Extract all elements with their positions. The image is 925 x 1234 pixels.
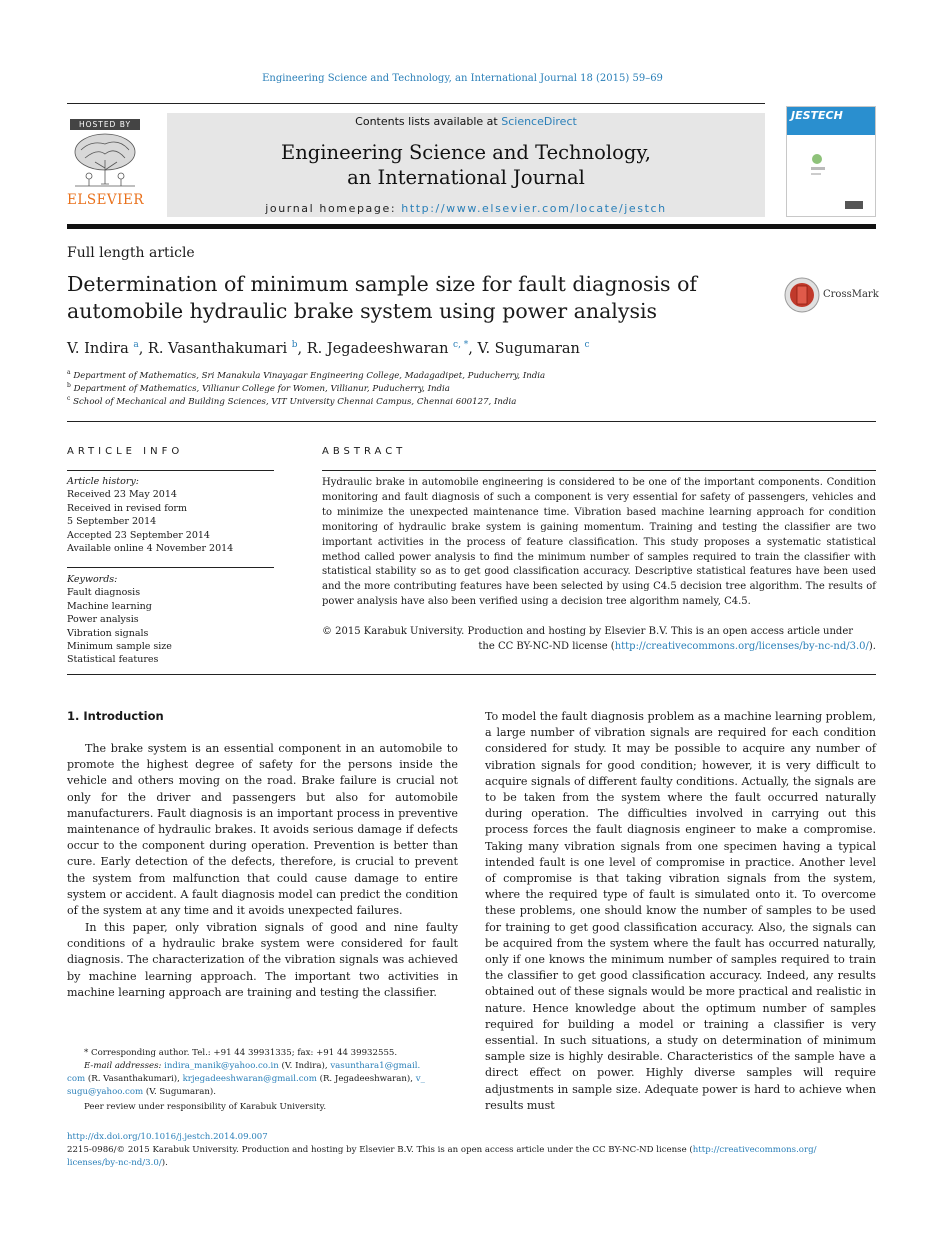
issn-license: 2215-0986/© 2015 Karabuk University. Production and hosting by Elsevier B.V. This is an open access article under the CC BY-NC-ND license (http://creativecommons.org/ licenses/by-nc-nd/3.0/).: [67, 1145, 817, 1169]
keyword: Minimum sample size: [67, 641, 172, 653]
history-item: 5 September 2014: [67, 516, 157, 528]
title-line1: Determination of minimum sample size for fault diagnosis of: [67, 272, 698, 296]
abstract-bottom-rule: [67, 674, 876, 675]
keyword: Power analysis: [67, 614, 139, 626]
keywords-rule: [67, 567, 274, 568]
journal-banner: [167, 113, 765, 217]
affiliation: $^c$ School of Mechanical and Building Sciences, VIT University Chennai Campus, Chennai 600127, India: [67, 395, 517, 407]
keyword: Vibration signals: [67, 627, 149, 639]
intro-paragraph-2: In this paper, only vibration signals of good and nine faulty conditions of a hydraulic brake system were considered for fault diagnosis. The characterization of the vibration signals was achieved by machine learning approach. The important two activities in machine learning approach are training and testing the classifier.: [67, 921, 458, 999]
author-name[interactable]: R. Vasanthakumari: [147, 340, 288, 357]
footnote-corresponding: * Corresponding author. Tel.: +91 44 39931335; fax: +91 44 39932555.: [84, 1048, 398, 1058]
crossmark-icon: [784, 277, 820, 313]
footnote-peer-review: Peer review under responsibility of Karabuk University.: [84, 1102, 327, 1112]
abstract-license: [322, 625, 876, 655]
history-item: Received 23 May 2014: [67, 489, 177, 501]
keywords: [67, 573, 172, 667]
journal-title: [167, 140, 765, 190]
intro-paragraph-right: To model the fault diagnosis problem as a machine learning problem, a large number of vibration signals are required for each condition considered for study. It may be possible to acquire any number of vibration signals for good condition; however, it is very difficult to acquire signals of different faulty conditions. Actually, the signals are to be taken from the system where the fault occurred naturally during operation. The difficulties involved in carrying out this process forces the fault diagnosis engineer to make a compromise. Taking many vibration signals from one specimen having a typical intended fault is one level of compromise in practice. Another level of compromise is that taking vibration signals from the system, where the required type of fault is simulated onto it. To overcome these problems, one should know the number of samples to be used for training to get good classification accuracy. Also, the signals can be acquired from the system where the fault has occurred naturally, only if one knows the minimum number of samples required to train the classifier to get good classification accuracy. Indeed, any results obtained out of these signals would be more practical and realistic in nature. Hence knowledge about the optimum number of samples required for building a model or training a classifier is very essential. In such situations, a study on determination of minimum sample size is highly desirable. Characteristics of the sample have a direct effect on power. Highly diverse samples will require adjustments in sample size. Adequate power is hard to achieve when results must: [485, 710, 876, 1112]
email-link[interactable]: sugu@yahoo.com: [67, 1087, 144, 1098]
email-link[interactable]: com: [67, 1074, 86, 1085]
journal-title-line1: Engineering Science and Technology,: [281, 141, 651, 164]
keywords-label: Keywords:: [67, 574, 118, 585]
abstract-text: Hydraulic brake in automobile engineering is considered to be one of the important components. Condition monitoring and fault diagnosis of such a component is very essential for safety of passengers, vehicles and to minimize the unexpected maintenance time. Vibration based machine learning approach for condition monitoring of hydraulic brake system is gaining momentum. Training and testing the classifier are two important activities in the process of feature classification. This study proposes a systematic statistical method called power analysis to find the minimum number of samples required to train the classifier with statistical stability so as to get good classification accuracy. Descriptive statistical features have been used and the more contributing features have been selected by using C4.5 decision tree algorithm. The results of power analysis have also been verified using a decision tree algorithm namely, C4.5.: [322, 477, 876, 608]
license-link[interactable]: licenses/by-nc-nd/3.0/: [67, 1158, 162, 1169]
sciencedirect-link[interactable]: ScienceDirect: [501, 115, 577, 128]
abstract-heading: ABSTRACT: [322, 446, 407, 457]
keyword: Statistical features: [67, 654, 159, 666]
journal-cover: [786, 106, 876, 217]
author-sup[interactable]: b: [291, 340, 298, 350]
section-heading-introduction: 1. Introduction: [67, 709, 164, 723]
contents-prefix: Contents lists available at: [355, 115, 498, 128]
homepage-link[interactable]: http://www.elsevier.com/locate/jestch: [401, 202, 667, 215]
keyword: Machine learning: [67, 600, 152, 612]
email-link[interactable]: v_: [415, 1074, 425, 1085]
intro-paragraph-1: The brake system is an essential component in an automobile to promote the highest degree of safety for the persons inside the vehicle and others moving on the road. Brake failure is crucial not only for the driver and passengers but also for automobile manufacturers. Fault diagnosis is an important process in preventive maintenance of hydraulic brakes. It avoids serious damage if defects occur to the component during operation. Prevention is better than cure. Early detection of the defects, therefore, is crucial to prevent the system from malfunction that could cause damage to entire system or accident. A fault diagnosis model can predict the condition of the system at any time and it avoids unexpected failures.: [67, 742, 458, 918]
homepage-prefix: journal homepage:: [265, 202, 397, 215]
hosted-by-label: HOSTED BY: [70, 119, 140, 130]
author-sup[interactable]: a: [133, 340, 139, 350]
cover-masthead: JESTECH: [787, 107, 875, 135]
banner-rule: [67, 224, 876, 229]
journal-homepage: [167, 202, 765, 215]
email-link[interactable]: krjegadeeshwaran@gmail.com: [182, 1074, 317, 1085]
article-title: [67, 271, 767, 325]
license-line2: the CC BY-NC-ND license (http://creativecommons.org/licenses/by-nc-nd/3.0/).: [478, 640, 876, 652]
cover-art: [787, 135, 875, 215]
article-info-heading: ARTICLE INFO: [67, 446, 184, 457]
license-line1: © 2015 Karabuk University. Production and hosting by Elsevier B.V. This is an open access article under: [322, 626, 854, 637]
journal-reference[interactable]: Engineering Science and Technology, an International Journal 18 (2015) 59–69: [262, 73, 663, 84]
affiliation: $^a$ Department of Mathematics, Sri Manakula Vinayagar Engineering College, Madagadipet, Puducherry, India: [67, 369, 546, 381]
title-line2: automobile hydraulic brake system using power analysis: [67, 299, 658, 323]
author-name[interactable]: R. Jegadeeshwaran: [306, 340, 449, 357]
license-link[interactable]: http://creativecommons.org/: [692, 1145, 817, 1155]
email-link[interactable]: vasunthara1@gmail.: [330, 1061, 421, 1071]
elsevier-logo: [67, 119, 143, 217]
author-sup[interactable]: c: [584, 340, 590, 350]
history-item: Accepted 23 September 2014: [67, 529, 210, 541]
elsevier-wordmark: ELSEVIER: [67, 192, 145, 208]
author-name[interactable]: V. Sugumaran: [477, 340, 580, 357]
tree-icon: [67, 130, 143, 192]
crossmark-badge[interactable]: [784, 277, 879, 313]
article-history: [67, 475, 233, 555]
contents-line: [167, 115, 765, 128]
footnote-emails: E-mail addresses: indira_manik@yahoo.co.in (V. Indira), vasunthara1@gmail. com (R. Vasanthakumari), krjegadeeshwaran@gmail.com (R. Jegadeeshwaran), v_ sugu@yahoo.com (V. Sugumaran).: [67, 1061, 425, 1098]
keyword: Fault diagnosis: [67, 587, 141, 599]
header-rule: [67, 103, 765, 104]
doi-link[interactable]: http://dx.doi.org/10.1016/j.jestch.2014.09.007: [67, 1132, 268, 1142]
history-item: Received in revised form: [67, 502, 187, 514]
abstract-rule: [322, 470, 876, 471]
author-name[interactable]: V. Indira: [67, 340, 129, 357]
article-type: Full length article: [67, 245, 195, 261]
journal-title-line2: an International Journal: [347, 166, 585, 189]
history-label: Article history:: [67, 476, 139, 487]
info-rule: [67, 470, 274, 471]
author-sup[interactable]: c, *: [453, 340, 469, 350]
license-link[interactable]: http://creativecommons.org/licenses/by-nc-nd/3.0/: [614, 640, 869, 652]
crossmark-label: CrossMark: [823, 289, 879, 300]
history-item: Available online 4 November 2014: [67, 543, 234, 555]
author-list: V. Indira $^a$, R. Vasanthakumari $^b$, R. Jegadeeshwaran $^{c, *}$, V. Sugumaran $^c$: [67, 340, 590, 357]
affiliation: $^b$ Department of Mathematics, Villianur College for Women, Villianur, Puducherry, India: [67, 382, 450, 394]
section-rule: [67, 421, 876, 422]
email-link[interactable]: indira_manik@yahoo.co.in: [164, 1061, 279, 1071]
